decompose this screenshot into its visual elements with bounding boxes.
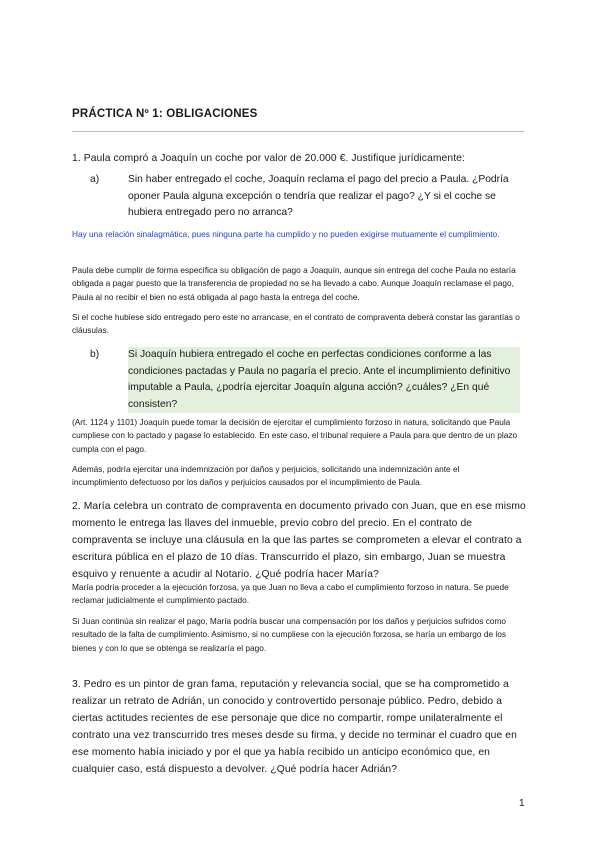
- question-1b-label: b): [90, 349, 100, 360]
- answer-1b-paragraph-2: Además, podría ejercitar una indemnización por daños y perjuicios, solicitando una indemnización ante el incumplimiento defectuoso por los daños y perjuicios causados por el incumplimiento de Paula.: [72, 464, 460, 488]
- question-1a-label: a): [90, 174, 100, 185]
- question-3: 3. Pedro es un pintor de gran fama, reputación y relevancia social, que se ha comprometido a realizar un retrato de Adrián, un conocido y controvertido personaje público. Pedro, debido a ciertas actitudes recientes de ese personaje que dice no compartir, rompe unilateralmente el contrato una vez transcurrido tres meses desde su firma, y decide no terminar el cuadro que en ese momento había iniciado y por el que ya había recibido un anticipo económico que, en cualquier caso, está dispuesto a devolver. ¿Qué podría hacer Adrián?: [72, 679, 517, 775]
- answer-2-paragraph-1: María podría proceder a la ejecución forzosa, ya que Juan no lleva a cabo el cumplimiento forzoso in natura. Se puede reclamar judicialmente el cumplimiento pactado.: [72, 582, 509, 606]
- answer-1a-paragraph-2: Si el coche hubiese sido entregado pero este no arrancase, en el contrato de compraventa deberá constar las garantías o cláusulas.: [72, 312, 520, 336]
- page-number: 1: [519, 798, 525, 809]
- question-1: 1. Paula compró a Joaquín un coche por valor de 20.000 €. Justifique jurídicamente:: [72, 153, 465, 164]
- answer-1a-paragraph-1: Paula debe cumplir de forma específica su obligación de pago a Joaquín, aunque sin entrega del coche Paula no estaría obligada a pagar puesto que la transferencia de propiedad no se ha llevado a cabo. Aunque Joaquín reclamase el pago, Paula al no recibir el bien no está obligada al pago hasta la entrega del coche.: [72, 265, 516, 302]
- answer-1b-paragraph-1: (Art. 1124 y 1101) Joaquín puede tomar la decisión de ejercitar el cumplimiento forzoso in natura, solicitando que Paula cumpliese con lo pactado y pagase lo establecido. En este caso, el tribunal requiere a Paula para que dentro de un plazo cumpla con el pago.: [72, 417, 518, 454]
- answer-2-paragraph-2: Si Juan continúa sin realizar el pago, María podría buscar una compensación por los daños y perjuicios sufridos como resultado de la falta de cumplimiento. Asimismo, si no cumpliese con la ejecución forzosa, se haría un embargo de los bienes y con lo que se obtenga se realizaría el pago.: [72, 616, 506, 653]
- question-1a-text: Sin haber entregado el coche, Joaquín reclama el pago del precio a Paula. ¿Podría oponer Paula alguna excepción o tendría que realizar el pago? ¿Y si el coche se hubiera entregado pero no arranca?: [128, 174, 509, 218]
- answer-1a-summary: Hay una relación sinalagmática, pues ninguna parte ha cumplido y no pueden exigirse mutuamente el cumplimiento.: [72, 229, 500, 239]
- question-2: 2. María celebra un contrato de compraventa en documento privado con Juan, que en ese mismo momento le entrega las llaves del inmueble, previo cobro del precio. En el contrato de compraventa se incluye una cláusula en la que las partes se comprometen a elevar el contrato a escritura pública en el plazo de 10 días. Transcurrido el plazo, sin embargo, Juan se muestra esquivo y renuente a acudir al Notario. ¿Qué podría hacer María?: [72, 501, 526, 580]
- title-divider: [72, 131, 524, 132]
- question-1b-text: Si Joaquín hubiera entregado el coche en perfectas condiciones conforme a las condiciones pactadas y Paula no pagaría el precio. Ante el incumplimiento definitivo imputable a Paula, ¿podría ejercitar Joaquín alguna acción? ¿cuáles? ¿En qué consisten?: [128, 347, 520, 413]
- page-title: PRÁCTICA Nº 1: OBLIGACIONES: [72, 108, 258, 120]
